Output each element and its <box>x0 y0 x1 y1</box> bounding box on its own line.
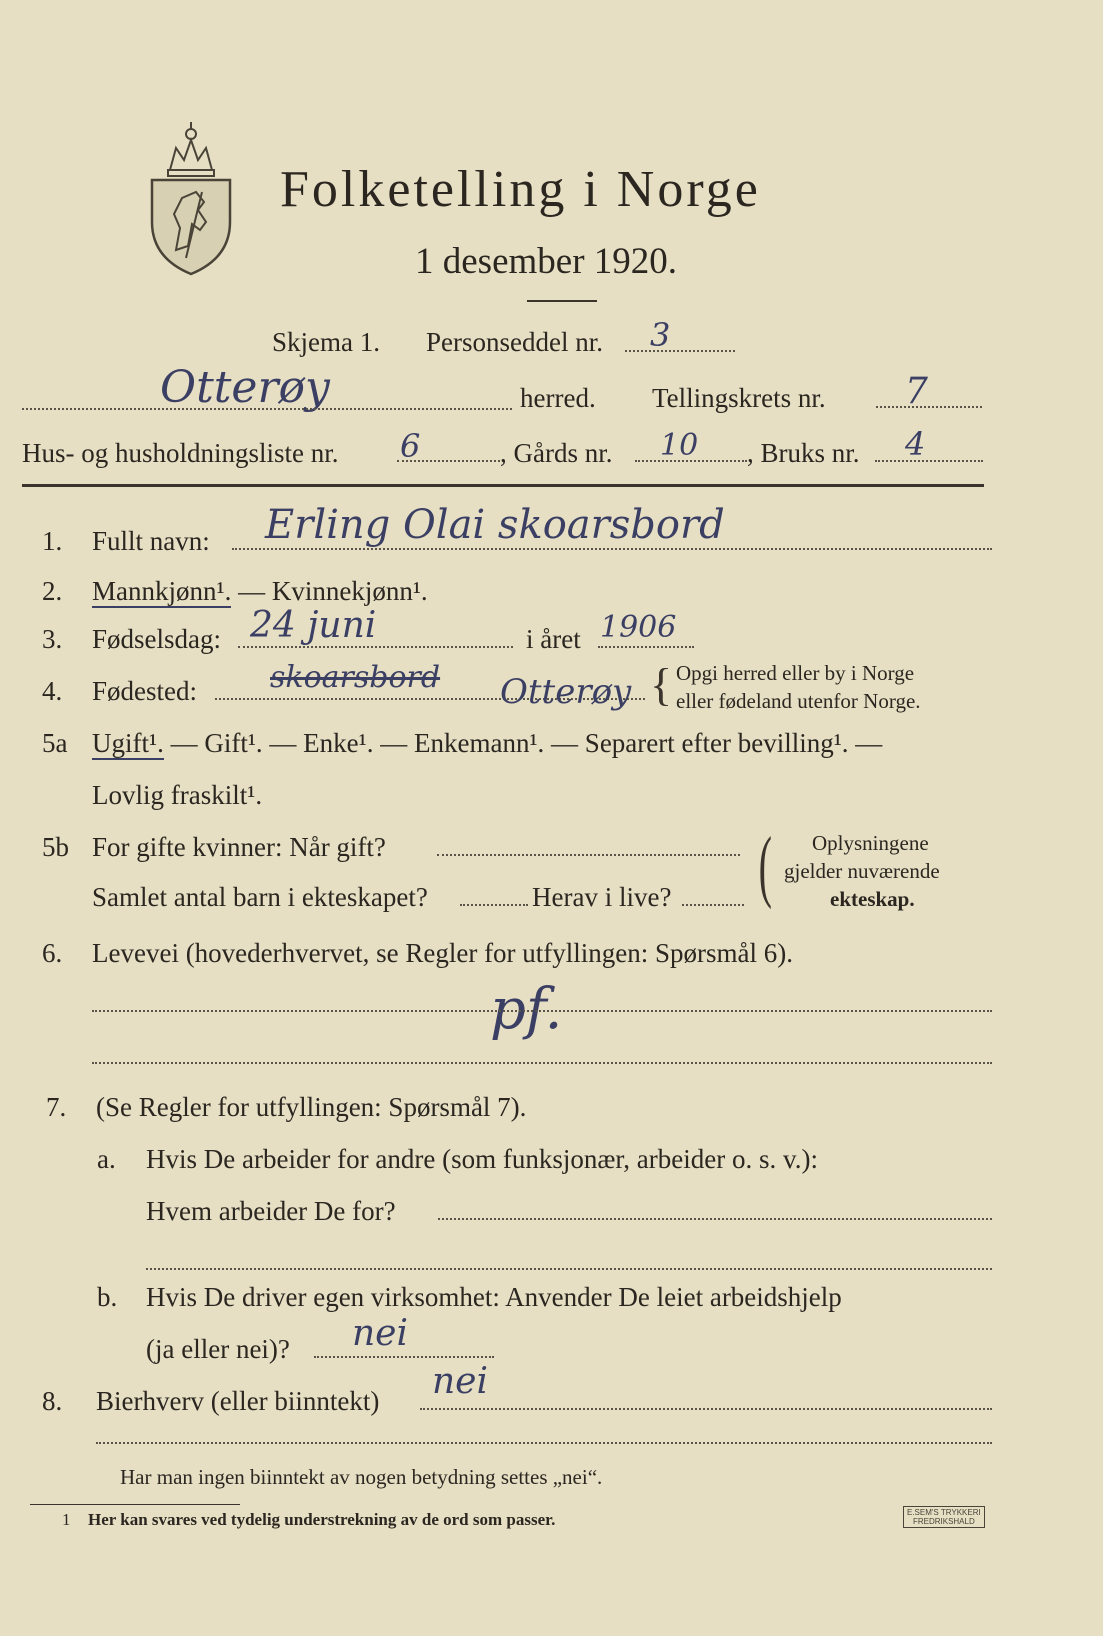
employer-line-1 <box>438 1218 992 1220</box>
skjema-label: Skjema 1. <box>272 327 380 357</box>
birthday-value[interactable]: 24 juni <box>250 605 377 646</box>
q6-number: 6. <box>42 938 63 968</box>
ugift-option[interactable]: Ugift¹. <box>92 728 164 758</box>
side-income-line-1 <box>420 1408 992 1410</box>
printer-stamp <box>903 1506 985 1528</box>
q1-label: Fullt navn: <box>92 526 210 556</box>
side-income-line-2 <box>96 1442 992 1444</box>
q4-note-line2: eller fødeland utenfor Norge. <box>676 689 921 713</box>
occupation-line-1 <box>92 1010 992 1012</box>
q4-note-line1: Opgi herred eller by i Norge <box>676 661 915 685</box>
male-option[interactable]: Mannkjønn¹. <box>92 576 232 606</box>
title-divider <box>527 300 597 302</box>
q7-label: (Se Regler for utfyllingen: Spørsmål 7). <box>96 1092 527 1122</box>
footer-note: Har man ingen biinntekt av nogen betydning settes „nei“. <box>120 1465 603 1489</box>
bruks-label: , Bruks nr. <box>747 438 860 468</box>
q7-number: 7. <box>46 1092 67 1122</box>
footnote-text: Her kan svares ved tydelig understrekning av de ord som passer. <box>88 1510 556 1529</box>
tellingskrets-value[interactable]: 7 <box>905 371 928 412</box>
form-title: Folketelling i Norge <box>280 161 761 218</box>
hired-help-line <box>314 1356 494 1358</box>
gards-value[interactable]: 10 <box>660 428 699 463</box>
tellingskrets-line <box>876 406 982 408</box>
birthplace-value[interactable]: Otterøy <box>500 672 632 712</box>
side-income-value[interactable]: nei <box>432 1361 489 1402</box>
q2-separator: — <box>231 576 272 606</box>
full-name-value[interactable]: Erling Olai skoarsbord <box>265 502 725 548</box>
q4-number: 4. <box>42 676 63 706</box>
married-when-label: For gifte kvinner: Når gift? <box>92 832 386 862</box>
side-income-label: Bierhverv (eller biinntekt) <box>96 1386 380 1416</box>
occupation-line-2 <box>92 1062 992 1064</box>
female-option[interactable]: Kvinnekjønn¹. <box>271 576 428 606</box>
herred-line <box>22 408 512 410</box>
husholdningsliste-value[interactable]: 6 <box>400 427 421 465</box>
marital-options <box>92 728 882 758</box>
gards-label: , Gårds nr. <box>500 438 613 468</box>
children-total-label: Samlet antal barn i ekteskapet? <box>92 882 428 912</box>
header-divider <box>22 484 984 487</box>
q5b-bracket: ( <box>758 822 772 910</box>
bruks-value[interactable]: 4 <box>905 425 926 463</box>
q5b-note-line1: Oplysningene <box>812 831 929 855</box>
q7b-number: b. <box>97 1282 118 1312</box>
coat-of-arms-icon <box>146 118 236 278</box>
q1-number: 1. <box>42 526 63 556</box>
married-when-line <box>437 854 740 856</box>
q7b-line1: Hvis De driver egen virksomhet: Anvender De leiet arbeidshjelp <box>146 1282 842 1312</box>
footnote-divider <box>30 1504 240 1505</box>
children-alive-label: Herav i live? <box>532 882 672 912</box>
bruks-line <box>875 460 983 462</box>
full-name-line <box>232 548 992 550</box>
q6-label: Levevei (hovederhvervet, se Regler for utfyllingen: Spørsmål 6). <box>92 938 794 968</box>
personseddel-label: Personseddel nr. <box>426 327 603 357</box>
q7a-line1: Hvis De arbeider for andre (som funksjonær, arbeider o. s. v.): <box>146 1144 818 1174</box>
children-alive-line <box>682 904 744 906</box>
employer-line-2 <box>146 1268 992 1270</box>
q8-number: 8. <box>42 1386 63 1416</box>
census-date: 1 desember 1920. <box>415 241 678 282</box>
year-label: i året <box>526 624 581 654</box>
q5b-note-line2: gjelder nuværende <box>784 859 940 883</box>
printer-stamp-line2: FREDRIKSHALD <box>912 1517 975 1526</box>
tellingskrets-label: Tellingskrets nr. <box>652 383 826 413</box>
herred-label: herred. <box>520 383 596 413</box>
q2-options <box>92 576 428 606</box>
birthday-line <box>238 646 513 648</box>
q3-label: Fødselsdag: <box>92 624 222 654</box>
hired-help-value[interactable]: nei <box>352 1313 409 1354</box>
q5b-number: 5b <box>42 832 69 862</box>
q4-bracket: { <box>650 659 673 710</box>
q5a-number: 5a <box>42 728 68 758</box>
birthplace-struck-value: skoarsbord <box>270 660 441 695</box>
q3-number: 3. <box>42 624 63 654</box>
year-value[interactable]: 1906 <box>600 610 677 645</box>
lovlig-fraskilt-option[interactable]: Lovlig fraskilt¹. <box>92 780 263 810</box>
printer-stamp-line1: E.SEM'S TRYKKERI <box>907 1508 981 1517</box>
occupation-value[interactable]: pf. <box>490 977 563 1042</box>
employer-label: Hvem arbeider De for? <box>146 1196 396 1226</box>
herred-value[interactable]: Otterøy <box>160 362 330 413</box>
marital-other-options[interactable]: — Gift¹. — Enke¹. — Enkemann¹. — Separert efter bevilling¹. — <box>170 728 883 758</box>
q4-label: Fødested: <box>92 676 197 706</box>
husholdningsliste-label: Hus- og husholdningsliste nr. <box>22 438 339 468</box>
children-total-line <box>460 904 528 906</box>
personseddel-line <box>625 350 735 352</box>
personseddel-value[interactable]: 3 <box>650 316 671 354</box>
footnote-number: 1 <box>62 1510 71 1529</box>
q5b-note-line3: ekteskap. <box>830 887 915 911</box>
q2-number: 2. <box>42 576 63 606</box>
q7a-number: a. <box>97 1144 116 1174</box>
hired-help-label: (ja eller nei)? <box>146 1334 290 1364</box>
